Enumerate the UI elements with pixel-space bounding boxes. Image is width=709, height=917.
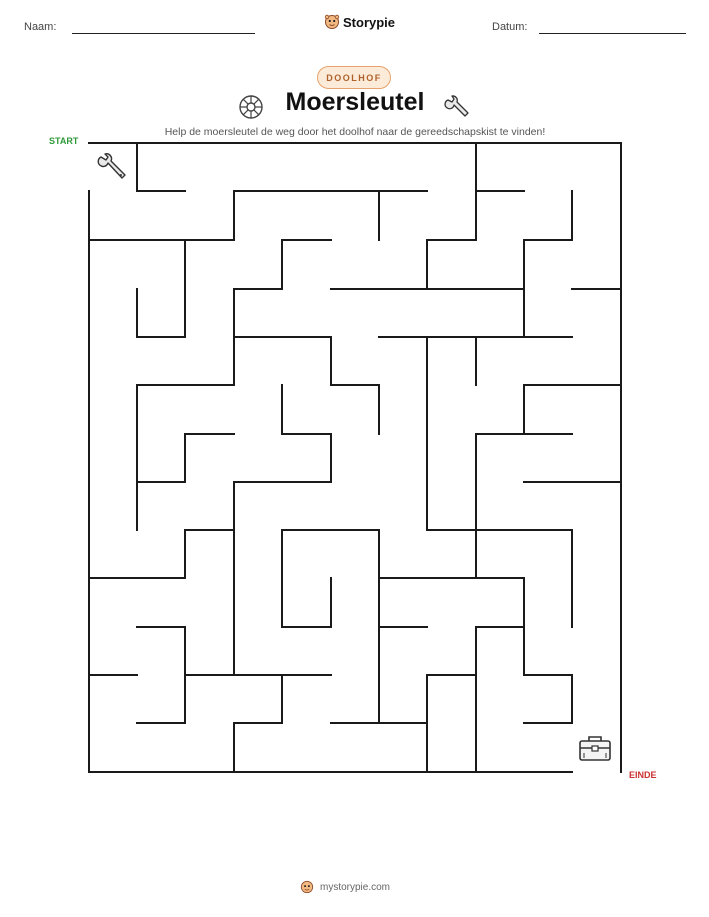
brand-name: Storypie [343,14,396,30]
date-label: Datum: [492,21,528,33]
page-title: Moersleutel [285,88,425,116]
end-label: EINDE [629,770,657,780]
category-badge: DOOLHOF [317,66,391,89]
storypie-mascot-icon [300,880,314,894]
footer-url[interactable]: mystorypie.com [320,881,391,893]
instructions: Help de moersleutel de weg door het doolhof naar de gereedschapskist te vinden! [164,126,546,138]
wrench-icon [96,150,130,184]
start-label: START [49,136,79,146]
toolbox-icon [577,731,613,765]
footer [300,880,390,894]
name-label: Naam: [24,21,57,33]
